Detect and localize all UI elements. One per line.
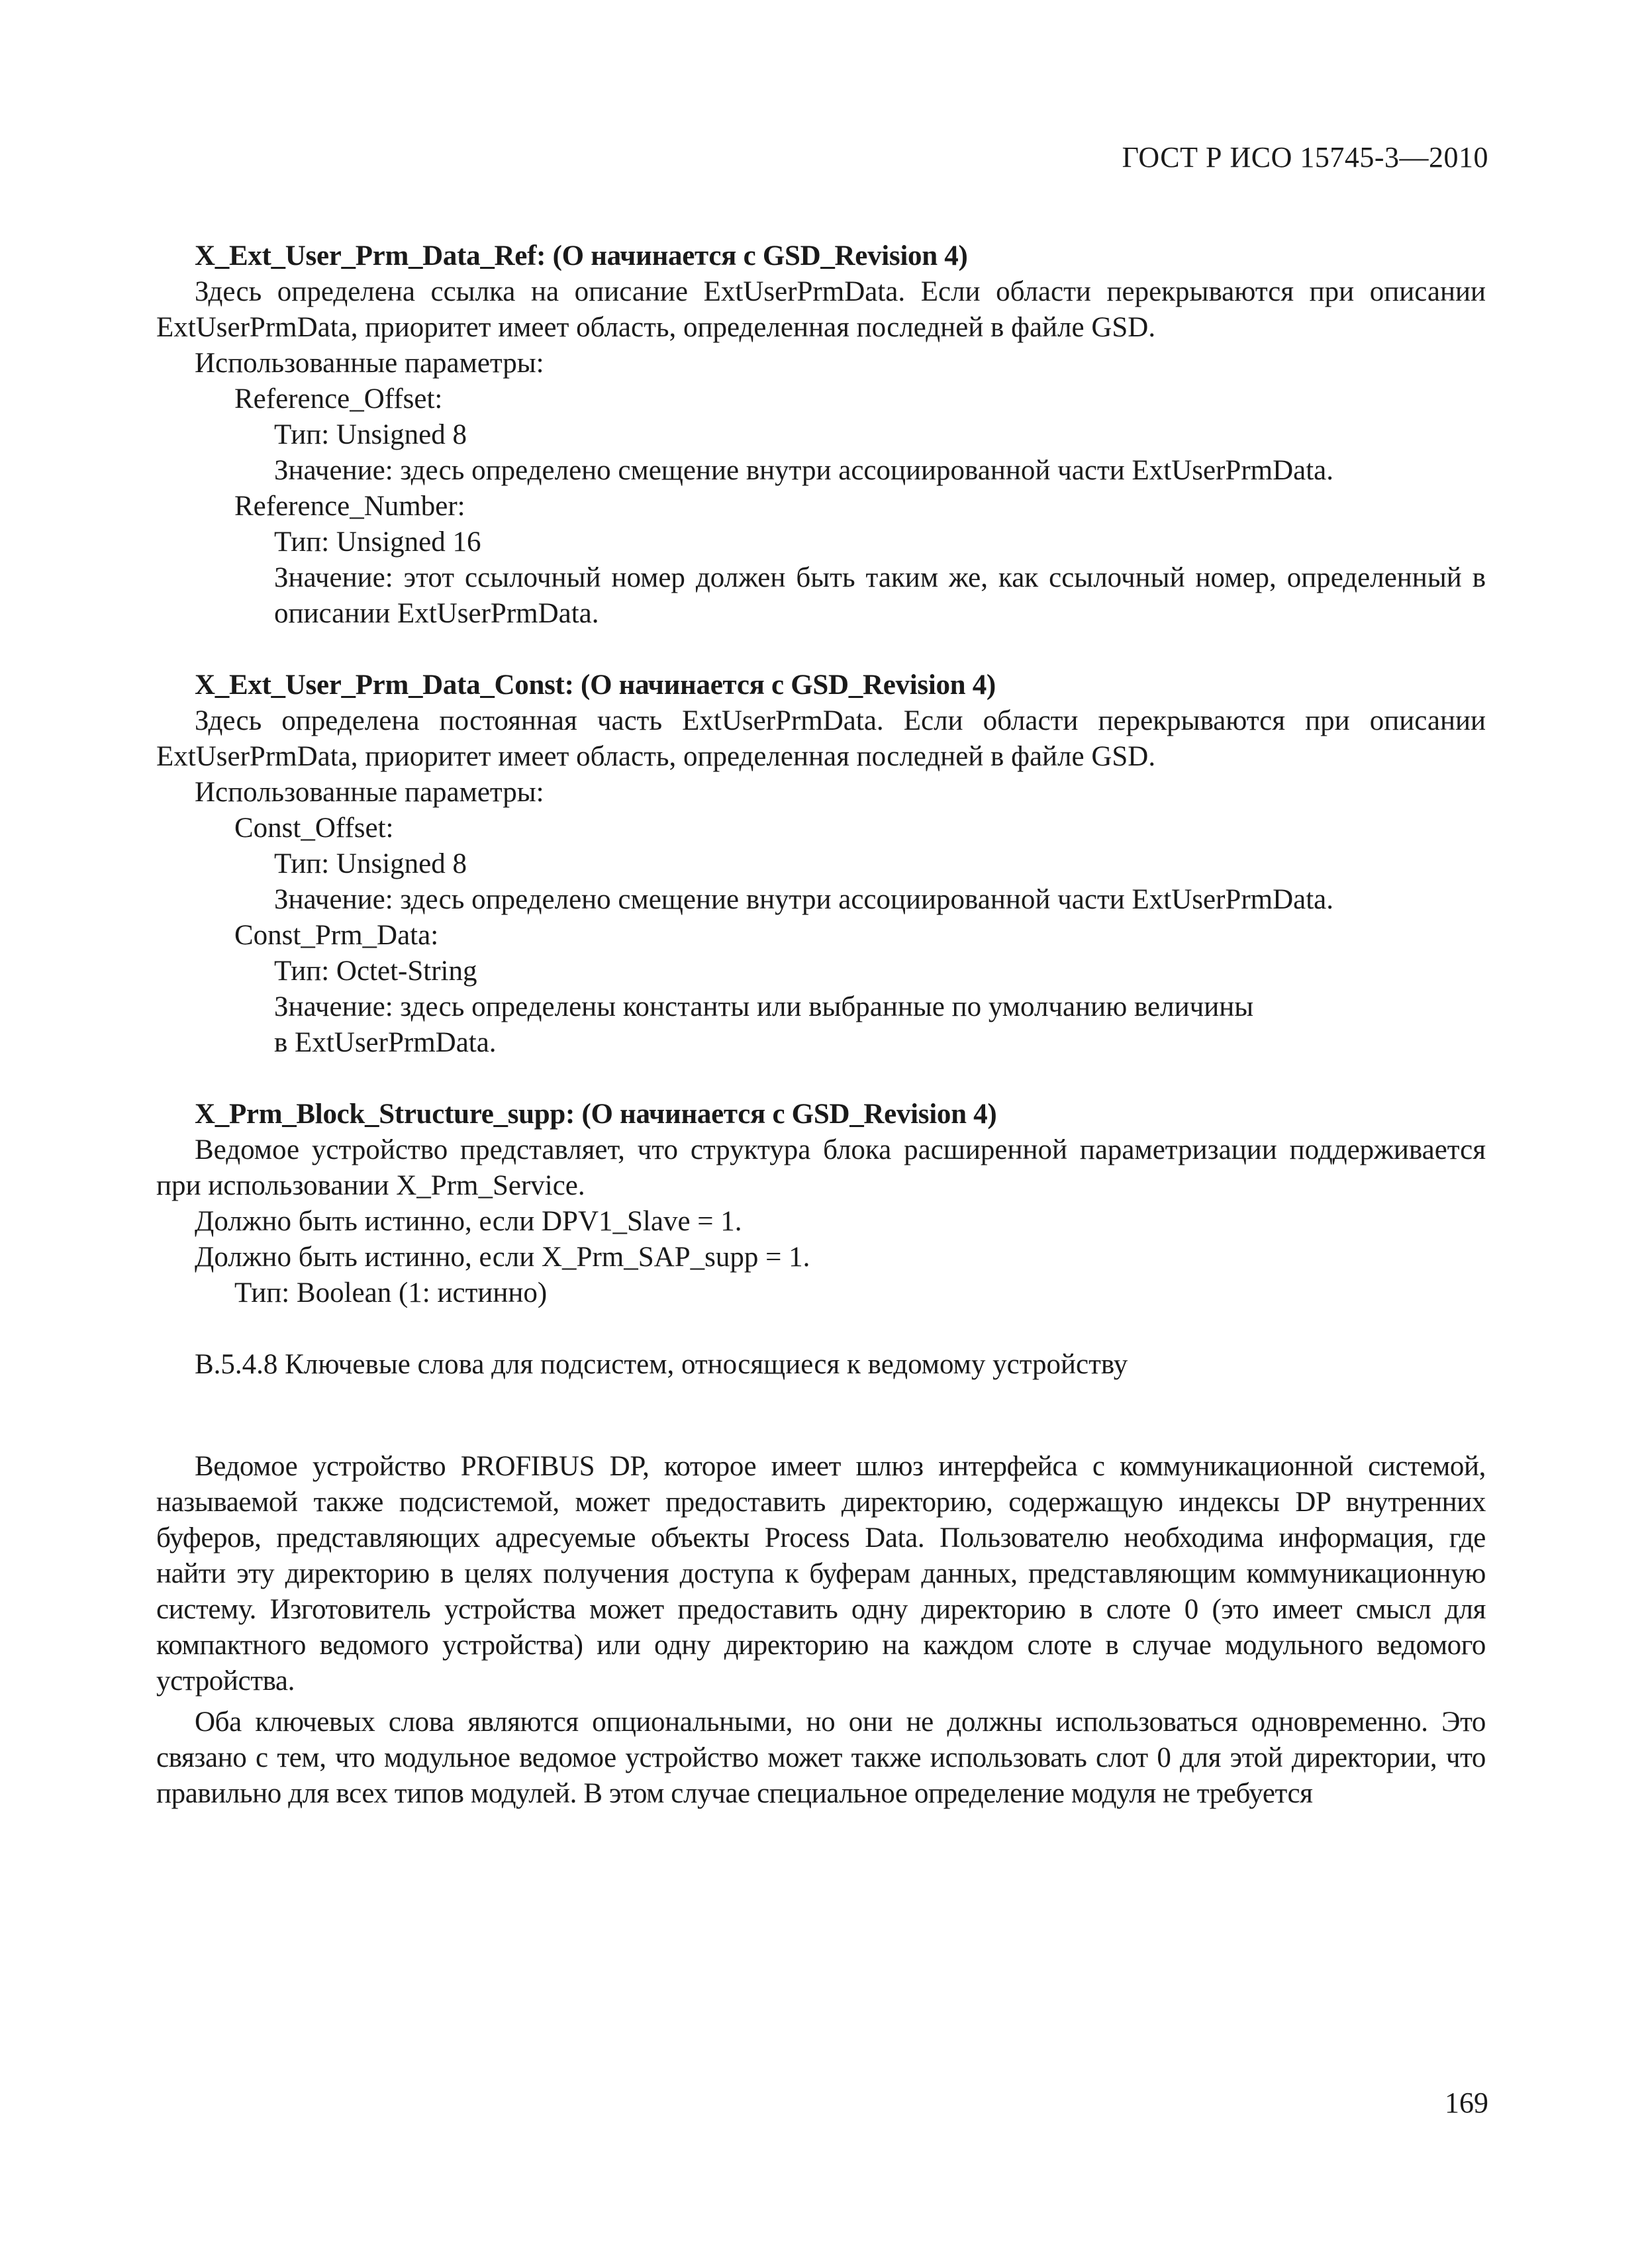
- param-type: Тип: Unsigned 8: [274, 419, 467, 450]
- param-name: Const_Offset:: [234, 813, 394, 844]
- subsection-title: В.5.4.8 Ключевые слова для подсистем, относящиеся к ведомому устройству: [195, 1349, 1128, 1380]
- body-paragraph: Ведомое устройство PROFIBUS DP, которое имеет шлюз интерфейса с коммуникационной системой, называемой также подсистемой, может предоставить директорию, содержащую индексы DP внутренних буферов, представляющих адресуемые объекты Process Data. Пользователю необходима информация, где найти эту директорию в целях получения доступа к буферам данных, представляющим коммуникационную систему. Изготовитель устройства может предоставить одну директорию в слоте 0 (это имеет смысл для компактного ведомого устройства) или одну директорию на каждом слоте в случае модульного ведомого устройства.: [156, 1451, 1486, 1697]
- param-type: Тип: Boolean (1: истинно): [234, 1277, 548, 1308]
- spacer: [156, 1383, 1486, 1449]
- param-value: Значение: здесь определены константы или выбранные по умолчанию величины: [274, 991, 1254, 1022]
- param-value: Значение: этот ссылочный номер должен быть таким же, как ссылочный номер, определенный в описании ExtUserPrmData.: [274, 562, 1486, 629]
- section-heading-prm-block-structure-supp: X_Prm_Block_Structure_supp: (O начинается с GSD_Revision 4): [195, 1099, 997, 1130]
- body-paragraph: Оба ключевых слова являются опциональными, но они не должны использоваться одновременно. Это связано с тем, что модульное ведомое устройство может также использовать слот 0 для этой директории, что правильно для всех типов модулей. В этом случае специальное определение модуля не требуется: [156, 1706, 1486, 1809]
- condition-line: Должно быть истинно, если X_Prm_SAP_supp = 1.: [195, 1242, 810, 1273]
- param-type: Тип: Unsigned 16: [274, 526, 481, 558]
- spacer: [156, 1061, 1486, 1097]
- param-value: Значение: здесь определено смещение внутри ассоциированной части ExtUserPrmData.: [274, 455, 1334, 486]
- param-type: Тип: Unsigned 8: [274, 848, 467, 879]
- spacer: [156, 632, 1486, 667]
- param-name: Const_Prm_Data:: [234, 920, 439, 951]
- section-description: Здесь определена ссылка на описание ExtUserPrmData. Если области перекрываются при описании ExtUserPrmData, приоритет имеет область, определенная последней в файле GSD.: [156, 276, 1486, 343]
- section-description: Здесь определена постоянная часть ExtUserPrmData. Если области перекрываются при описании ExtUserPrmData, приоритет имеет область, определенная последней в файле GSD.: [156, 705, 1486, 772]
- page-number: 169: [1445, 2087, 1488, 2119]
- section-description: Ведомое устройство представляет, что структура блока расширенной параметризации поддерживается при использовании X_Prm_Service.: [156, 1134, 1486, 1201]
- param-name: Reference_Offset:: [234, 383, 443, 415]
- param-value: Значение: здесь определено смещение внутри ассоциированной части ExtUserPrmData.: [274, 884, 1334, 915]
- document-id-header: ГОСТ Р ИСО 15745-3—2010: [1122, 141, 1488, 173]
- section-heading-ext-user-prm-data-ref: X_Ext_User_Prm_Data_Ref: (O начинается с GSD_Revision 4): [195, 240, 968, 271]
- spacer: [156, 1311, 1486, 1347]
- param-type: Тип: Octet-String: [274, 956, 477, 987]
- condition-line: Должно быть истинно, если DPV1_Slave = 1.: [195, 1206, 742, 1237]
- param-name: Reference_Number:: [234, 491, 465, 522]
- params-label: Использованные параметры:: [195, 348, 544, 379]
- section-heading-ext-user-prm-data-const: X_Ext_User_Prm_Data_Const: (O начинается с GSD_Revision 4): [195, 669, 996, 701]
- page-content: [156, 238, 1486, 1812]
- param-value-continuation: в ExtUserPrmData.: [274, 1027, 497, 1058]
- params-label: Использованные параметры:: [195, 777, 544, 808]
